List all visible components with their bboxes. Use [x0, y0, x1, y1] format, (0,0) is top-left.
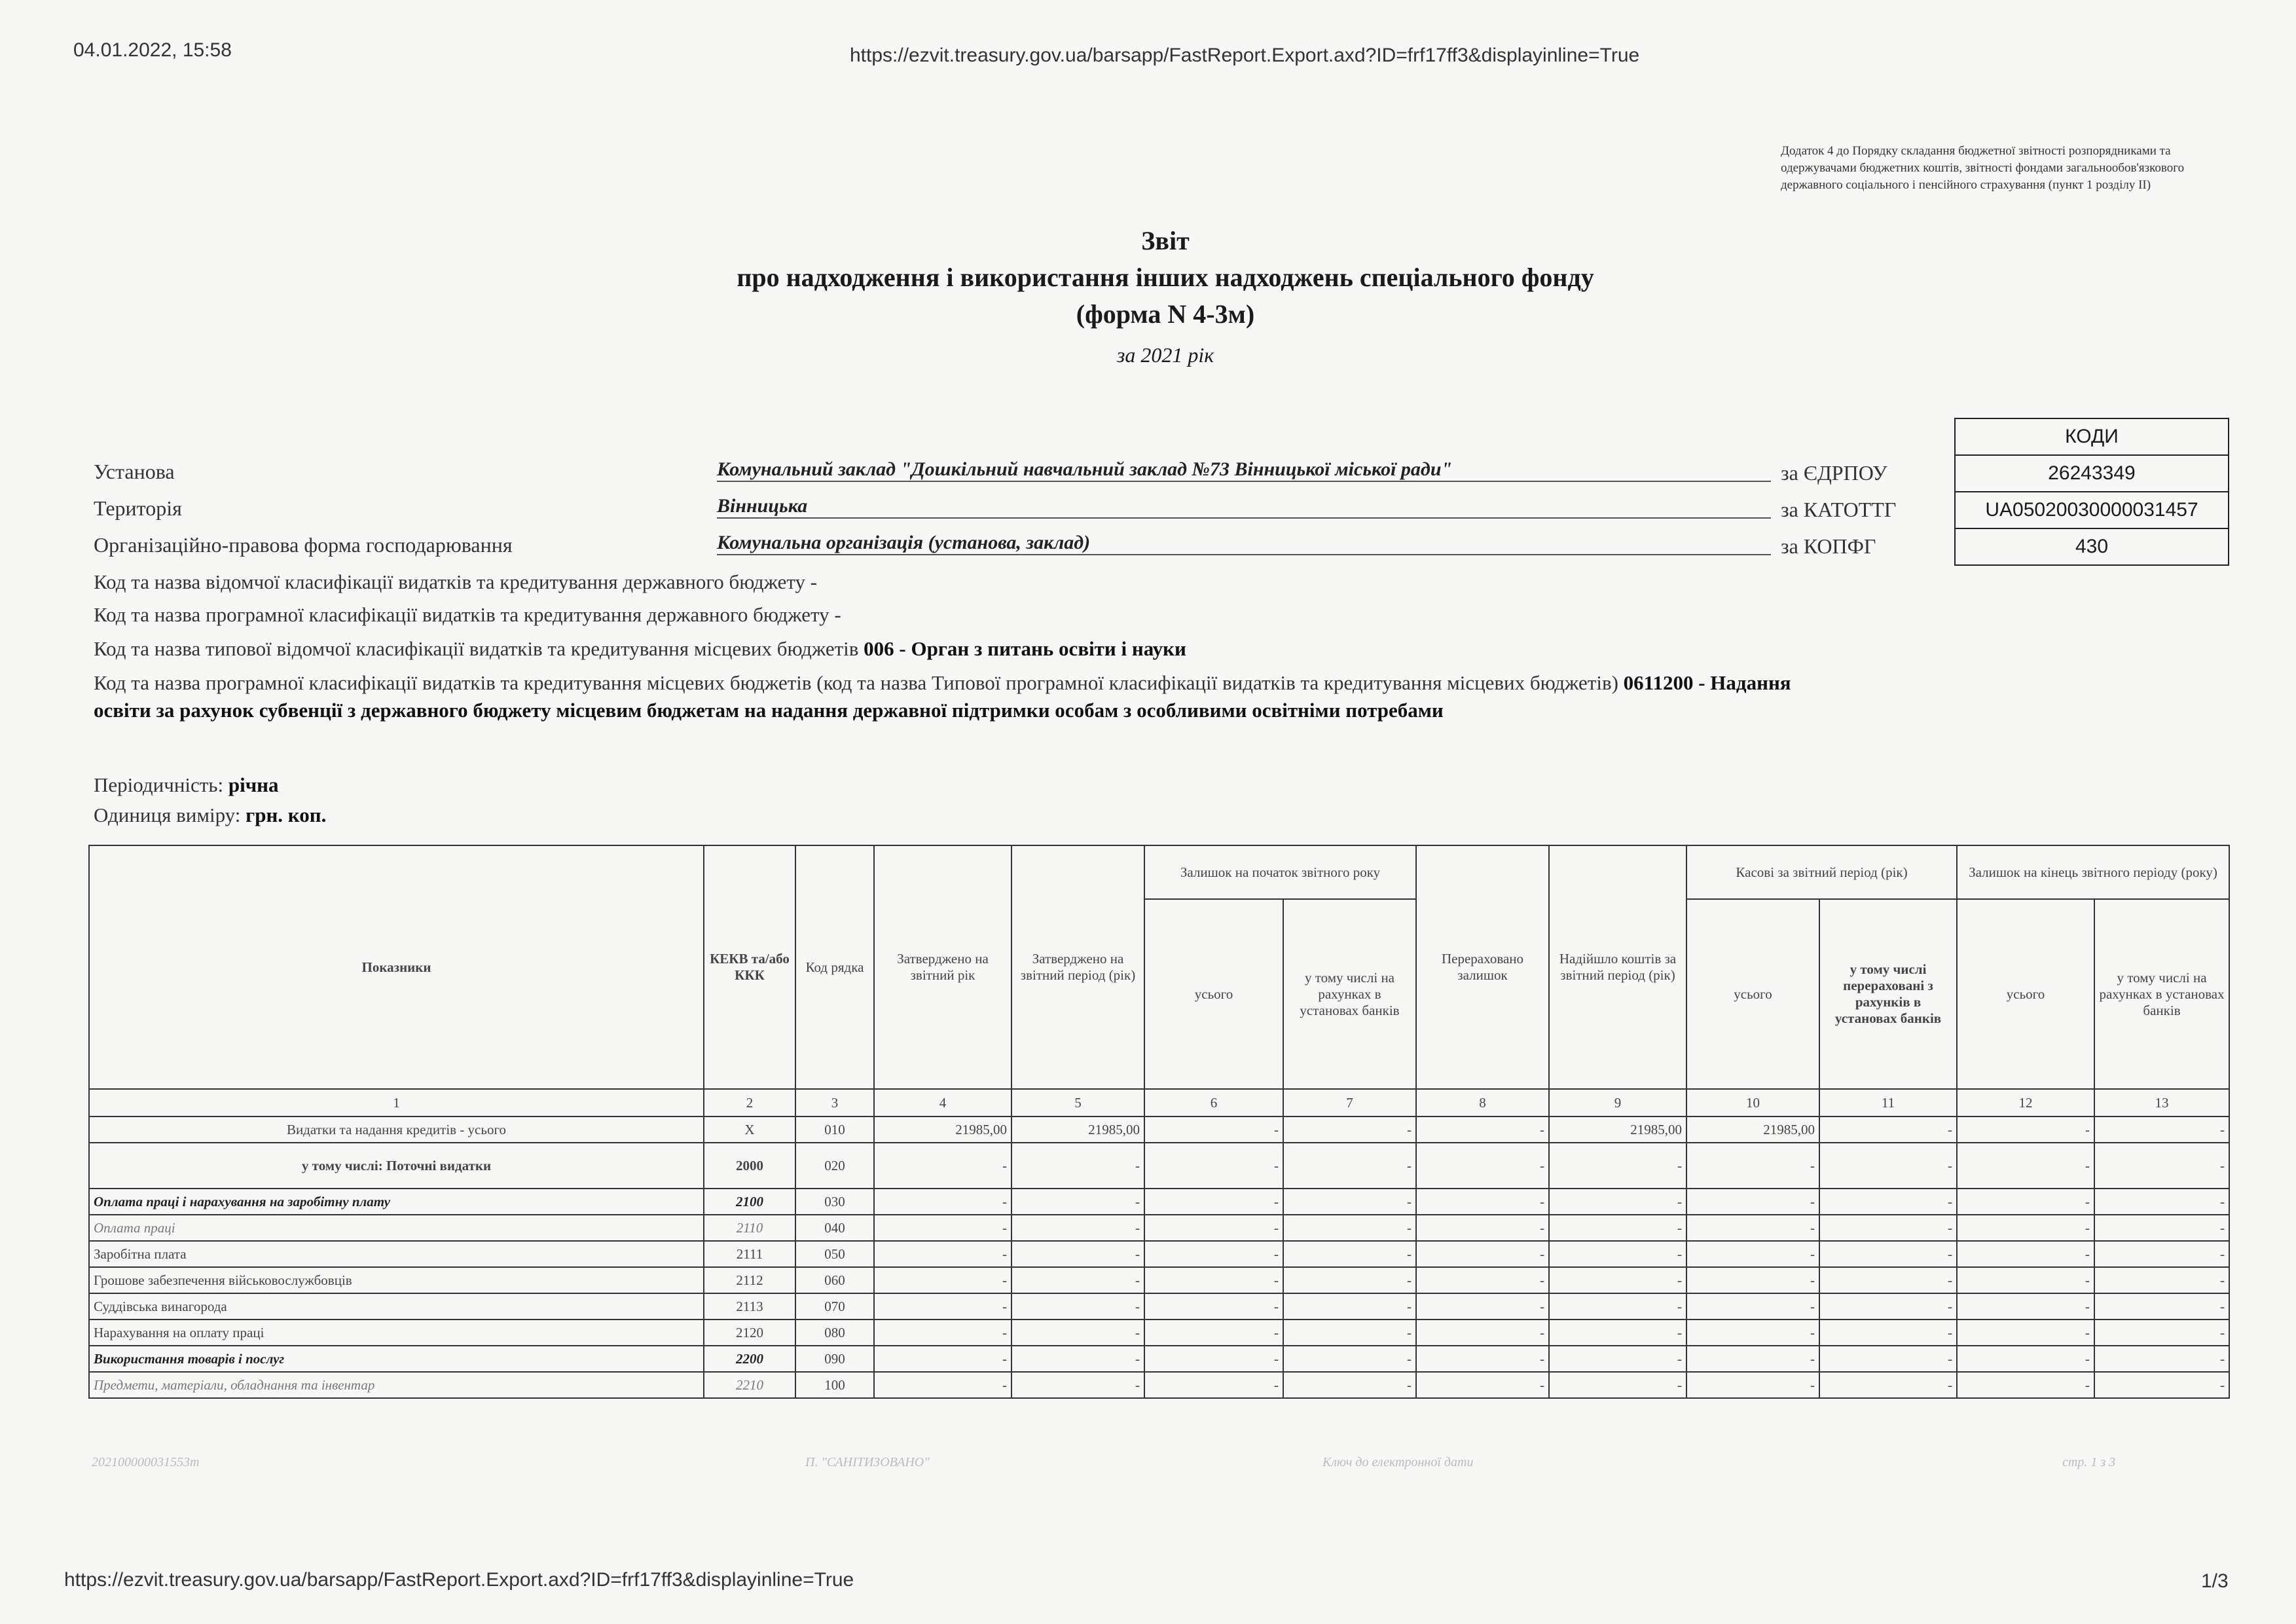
cell-c9: - [1549, 1372, 1686, 1398]
column-number: 3 [795, 1089, 874, 1116]
cell-c13: - [2094, 1372, 2229, 1398]
cell-c9: - [1549, 1189, 1686, 1215]
cell-c10: - [1686, 1267, 1819, 1293]
cell-c7: - [1283, 1346, 1416, 1372]
table-row [89, 1293, 2229, 1320]
cell-c12: - [1957, 1372, 2094, 1398]
cell-c4: - [874, 1215, 1011, 1241]
cell-c4: - [874, 1372, 1011, 1398]
row-kekv: 2000 [704, 1143, 795, 1189]
cell-c13: - [2094, 1320, 2229, 1346]
info-line-4 [94, 669, 1822, 724]
cell-c6: - [1144, 1346, 1283, 1372]
appendix-note: Додаток 4 до Порядку складання бюджетної звітності розпорядниками та одержувачами бюджетних коштів, звітності фондами загальнообов'язкового державного соціального і пенсійного страхування (пункт 1 розділу II) [1781, 144, 2185, 192]
column-number: 8 [1416, 1089, 1549, 1116]
cell-c11: - [1819, 1293, 1957, 1320]
column-numbers-row [89, 1089, 2229, 1116]
info-line-1: Код та назва відомчої класифікації видатків та кредитування державного бюджету - [94, 570, 818, 593]
table-row [89, 1372, 2229, 1398]
cell-c10: 21985,00 [1686, 1116, 1819, 1143]
cell-c7: - [1283, 1116, 1416, 1143]
cell-c4: - [874, 1320, 1011, 1346]
cell-c6: - [1144, 1189, 1283, 1215]
cell-c7: - [1283, 1143, 1416, 1189]
row-code: 070 [795, 1293, 874, 1320]
th-balance-end-banks: у тому числі на рахунках в установах банків [2094, 899, 2229, 1089]
info-line-4-bold: 0611200 - Надання освіти за рахунок субвенції з державного бюджету місцевим бюджетам на надання державної підтримки особам з особливими освітніми потребами [94, 671, 1791, 722]
cell-c11: - [1819, 1267, 1957, 1293]
cell-c12: - [1957, 1116, 2094, 1143]
th-row-code: Код рядка [795, 845, 874, 1089]
row-name: Оплата праці і нарахування на заробітну плату [89, 1189, 704, 1215]
cell-c10: - [1686, 1189, 1819, 1215]
value-institution: Комунальний заклад "Дошкільний навчальний заклад №73 Вінницької міської ради" [717, 458, 1771, 482]
cell-c10: - [1686, 1320, 1819, 1346]
row-kekv: 2200 [704, 1346, 795, 1372]
column-number: 4 [874, 1089, 1011, 1116]
info-line-4-prefix: Код та назва програмної класифікації видатків та кредитування місцевих бюджетів (код та назва Типової програмної класифікації видатків та кредитування місцевих бюджетів) [94, 671, 1618, 694]
cell-c5: - [1011, 1346, 1144, 1372]
print-page-counter: 1/3 [2201, 1570, 2229, 1592]
period-value: річна [228, 773, 279, 796]
cell-c13: - [2094, 1293, 2229, 1320]
cell-c12: - [1957, 1215, 2094, 1241]
th-balance-start: Залишок на початок звітного року [1144, 845, 1416, 899]
footer-middle: Ключ до електронної дати [1322, 1455, 1474, 1469]
cell-c6: - [1144, 1241, 1283, 1267]
cell-c10: - [1686, 1346, 1819, 1372]
cell-c9: - [1549, 1241, 1686, 1267]
info-line-3-prefix: Код та назва типової відомчої класифікації видатків та кредитування місцевих бюджетів [94, 637, 859, 660]
code-katottg: UA05020030000031457 [1955, 492, 2229, 528]
cell-c12: - [1957, 1293, 2094, 1320]
cell-c5: - [1011, 1320, 1144, 1346]
cell-c9: 21985,00 [1549, 1116, 1686, 1143]
table-row [89, 1346, 2229, 1372]
title-line-2: про надходження і використання інших надходжень спеціального фонду [737, 263, 1594, 292]
cell-c7: - [1283, 1215, 1416, 1241]
cell-c6: - [1144, 1143, 1283, 1189]
cell-c11: - [1819, 1143, 1957, 1189]
row-kekv: 2112 [704, 1267, 795, 1293]
cell-c8: - [1416, 1189, 1549, 1215]
cell-c5: - [1011, 1293, 1144, 1320]
column-number: 5 [1011, 1089, 1144, 1116]
cell-c5: - [1011, 1372, 1144, 1398]
cell-c13: - [2094, 1267, 2229, 1293]
cell-c6: - [1144, 1320, 1283, 1346]
cell-c4: - [874, 1143, 1011, 1189]
row-name: Використання товарів і послуг [89, 1346, 704, 1372]
row-code: 100 [795, 1372, 874, 1398]
value-legal-form: Комунальна організація (установа, заклад) [717, 532, 1771, 555]
th-indicators: Показники [89, 845, 704, 1089]
cell-c8: - [1416, 1143, 1549, 1189]
cell-c10: - [1686, 1372, 1819, 1398]
cell-c7: - [1283, 1189, 1416, 1215]
row-name: у тому числі: Поточні видатки [89, 1143, 704, 1189]
codelabel-edrpou: за ЄДРПОУ [1781, 461, 1887, 485]
row-name: Оплата праці [89, 1215, 704, 1241]
period-line [94, 771, 279, 799]
column-number: 9 [1549, 1089, 1686, 1116]
label-legal-form: Організаційно-правова форма господарювання [94, 533, 513, 557]
th-transferred: Перераховано залишок [1416, 845, 1549, 1089]
th-kekv: КЕКВ та/або ККК [704, 845, 795, 1089]
table-row [89, 1241, 2229, 1267]
cell-c12: - [1957, 1267, 2094, 1293]
cell-c11: - [1819, 1346, 1957, 1372]
cell-c10: - [1686, 1241, 1819, 1267]
cell-c8: - [1416, 1215, 1549, 1241]
title-year: за 2021 рік [1116, 343, 1214, 367]
footer-center: П. "САНІТИЗОВАНО" [805, 1455, 930, 1469]
row-kekv: 2100 [704, 1189, 795, 1215]
cell-c7: - [1283, 1293, 1416, 1320]
cell-c12: - [1957, 1320, 2094, 1346]
unit-line [94, 802, 326, 829]
cell-c11: - [1819, 1241, 1957, 1267]
row-name: Нарахування на оплату праці [89, 1320, 704, 1346]
cell-c11: - [1819, 1189, 1957, 1215]
cell-c6: - [1144, 1372, 1283, 1398]
cell-c4: - [874, 1241, 1011, 1267]
row-kekv: X [704, 1116, 795, 1143]
cell-c5: - [1011, 1215, 1144, 1241]
codelabel-katottg: за КАТОТТГ [1781, 498, 1897, 521]
print-url-top: https://ezvit.treasury.gov.ua/barsapp/FastReport.Export.axd?ID=frf17ff3&displayinline=True [850, 45, 1640, 66]
cell-c6: - [1144, 1116, 1283, 1143]
row-kekv: 2111 [704, 1241, 795, 1267]
codelabel-kopfg: за КОПФГ [1781, 534, 1876, 558]
cell-c11: - [1819, 1372, 1957, 1398]
row-code: 080 [795, 1320, 874, 1346]
table-row [89, 1143, 2229, 1189]
table-row [89, 1320, 2229, 1346]
column-number: 13 [2094, 1089, 2229, 1116]
cell-c9: - [1549, 1293, 1686, 1320]
cell-c9: - [1549, 1143, 1686, 1189]
column-number: 12 [1957, 1089, 2094, 1116]
column-number: 11 [1819, 1089, 1957, 1116]
cell-c12: - [1957, 1189, 2094, 1215]
cell-c13: - [2094, 1143, 2229, 1189]
cell-c8: - [1416, 1267, 1549, 1293]
cell-c4: - [874, 1346, 1011, 1372]
row-name: Суддівська винагорода [89, 1293, 704, 1320]
row-kekv: 2210 [704, 1372, 795, 1398]
cell-c7: - [1283, 1320, 1416, 1346]
cell-c5: - [1011, 1189, 1144, 1215]
cell-c5: - [1011, 1241, 1144, 1267]
cell-c8: - [1416, 1241, 1549, 1267]
cell-c4: 21985,00 [874, 1116, 1011, 1143]
cell-c11: - [1819, 1320, 1957, 1346]
unit-value: грн. коп. [246, 803, 327, 826]
row-code: 040 [795, 1215, 874, 1241]
cell-c7: - [1283, 1241, 1416, 1267]
cell-c4: - [874, 1267, 1011, 1293]
cell-c10: - [1686, 1215, 1819, 1241]
cell-c13: - [2094, 1215, 2229, 1241]
cell-c5: 21985,00 [1011, 1116, 1144, 1143]
row-code: 060 [795, 1267, 874, 1293]
label-territory: Територія [94, 496, 182, 520]
table-row [89, 1116, 2229, 1143]
cell-c4: - [874, 1293, 1011, 1320]
footer-right: стр. 1 з 3 [2062, 1455, 2116, 1469]
print-datetime: 04.01.2022, 15:58 [73, 39, 232, 61]
row-code: 010 [795, 1116, 874, 1143]
codes-table [1954, 418, 2229, 566]
cell-c12: - [1957, 1346, 2094, 1372]
column-number: 2 [704, 1089, 795, 1116]
cell-c6: - [1144, 1267, 1283, 1293]
column-number: 6 [1144, 1089, 1283, 1116]
cell-c8: - [1416, 1293, 1549, 1320]
row-kekv: 2110 [704, 1215, 795, 1241]
report-table [88, 845, 2230, 1399]
th-cash: Касові за звітний період (рік) [1686, 845, 1957, 899]
cell-c8: - [1416, 1372, 1549, 1398]
print-url-bottom: https://ezvit.treasury.gov.ua/barsapp/FastReport.Export.axd?ID=frf17ff3&displayinline=True [64, 1569, 854, 1591]
row-kekv: 2113 [704, 1293, 795, 1320]
cell-c12: - [1957, 1241, 2094, 1267]
cell-c9: - [1549, 1320, 1686, 1346]
cell-c5: - [1011, 1267, 1144, 1293]
row-kekv: 2120 [704, 1320, 795, 1346]
row-code: 090 [795, 1346, 874, 1372]
cell-c13: - [2094, 1116, 2229, 1143]
th-balance-end-total: усього [1957, 899, 2094, 1089]
period-label: Періодичність: [94, 773, 224, 796]
codes-header: КОДИ [1955, 418, 2229, 455]
row-code: 030 [795, 1189, 874, 1215]
th-cash-total: усього [1686, 899, 1819, 1089]
column-number: 10 [1686, 1089, 1819, 1116]
cell-c11: - [1819, 1215, 1957, 1241]
cell-c13: - [2094, 1241, 2229, 1267]
cell-c13: - [2094, 1346, 2229, 1372]
cell-c9: - [1549, 1215, 1686, 1241]
report-title [576, 223, 1755, 373]
footer-left: 202100000031553m [92, 1455, 200, 1469]
cell-c6: - [1144, 1215, 1283, 1241]
info-line-2: Код та назва програмної класифікації видатків та кредитування державного бюджету - [94, 603, 841, 626]
row-name: Видатки та надання кредитів - усього [89, 1116, 704, 1143]
table-row [89, 1215, 2229, 1241]
row-name: Предмети, матеріали, обладнання та інвентар [89, 1372, 704, 1398]
cell-c6: - [1144, 1293, 1283, 1320]
table-row [89, 1189, 2229, 1215]
th-received: Надійшло коштів за звітний період (рік) [1549, 845, 1686, 1089]
th-cash-banks: у тому числі перераховані з рахунків в установах банків [1819, 899, 1957, 1089]
th-approved-period: Затверджено на звітний період (рік) [1011, 845, 1144, 1089]
code-kopfg: 430 [1955, 528, 2229, 565]
cell-c7: - [1283, 1372, 1416, 1398]
th-balance-start-banks: у тому числі на рахунках в установах банків [1283, 899, 1416, 1089]
th-balance-start-total: усього [1144, 899, 1283, 1089]
cell-c8: - [1416, 1116, 1549, 1143]
title-line-3: (форма N 4-3м) [1076, 299, 1255, 329]
cell-c11: - [1819, 1116, 1957, 1143]
column-number: 7 [1283, 1089, 1416, 1116]
label-institution: Установа [94, 460, 175, 483]
cell-c9: - [1549, 1267, 1686, 1293]
cell-c13: - [2094, 1189, 2229, 1215]
th-approved-year: Затверджено на звітний рік [874, 845, 1011, 1089]
column-number: 1 [89, 1089, 704, 1116]
title-line-1: Звіт [1141, 226, 1190, 255]
info-line-3 [94, 635, 1186, 663]
cell-c10: - [1686, 1143, 1819, 1189]
cell-c12: - [1957, 1143, 2094, 1189]
info-line-3-bold: 006 - Орган з питань освіти і науки [864, 637, 1186, 660]
code-edrpou: 26243349 [1955, 455, 2229, 492]
cell-c4: - [874, 1189, 1011, 1215]
value-territory: Вінницька [717, 495, 1771, 519]
cell-c7: - [1283, 1267, 1416, 1293]
cell-c10: - [1686, 1293, 1819, 1320]
cell-c8: - [1416, 1320, 1549, 1346]
table-row [89, 1267, 2229, 1293]
cell-c9: - [1549, 1346, 1686, 1372]
row-name: Грошове забезпечення військовослужбовців [89, 1267, 704, 1293]
row-code: 050 [795, 1241, 874, 1267]
row-code: 020 [795, 1143, 874, 1189]
th-balance-end: Залишок на кінець звітного періоду (року) [1957, 845, 2229, 899]
cell-c8: - [1416, 1346, 1549, 1372]
cell-c5: - [1011, 1143, 1144, 1189]
unit-label: Одиниця виміру: [94, 803, 241, 826]
row-name: Заробітна плата [89, 1241, 704, 1267]
